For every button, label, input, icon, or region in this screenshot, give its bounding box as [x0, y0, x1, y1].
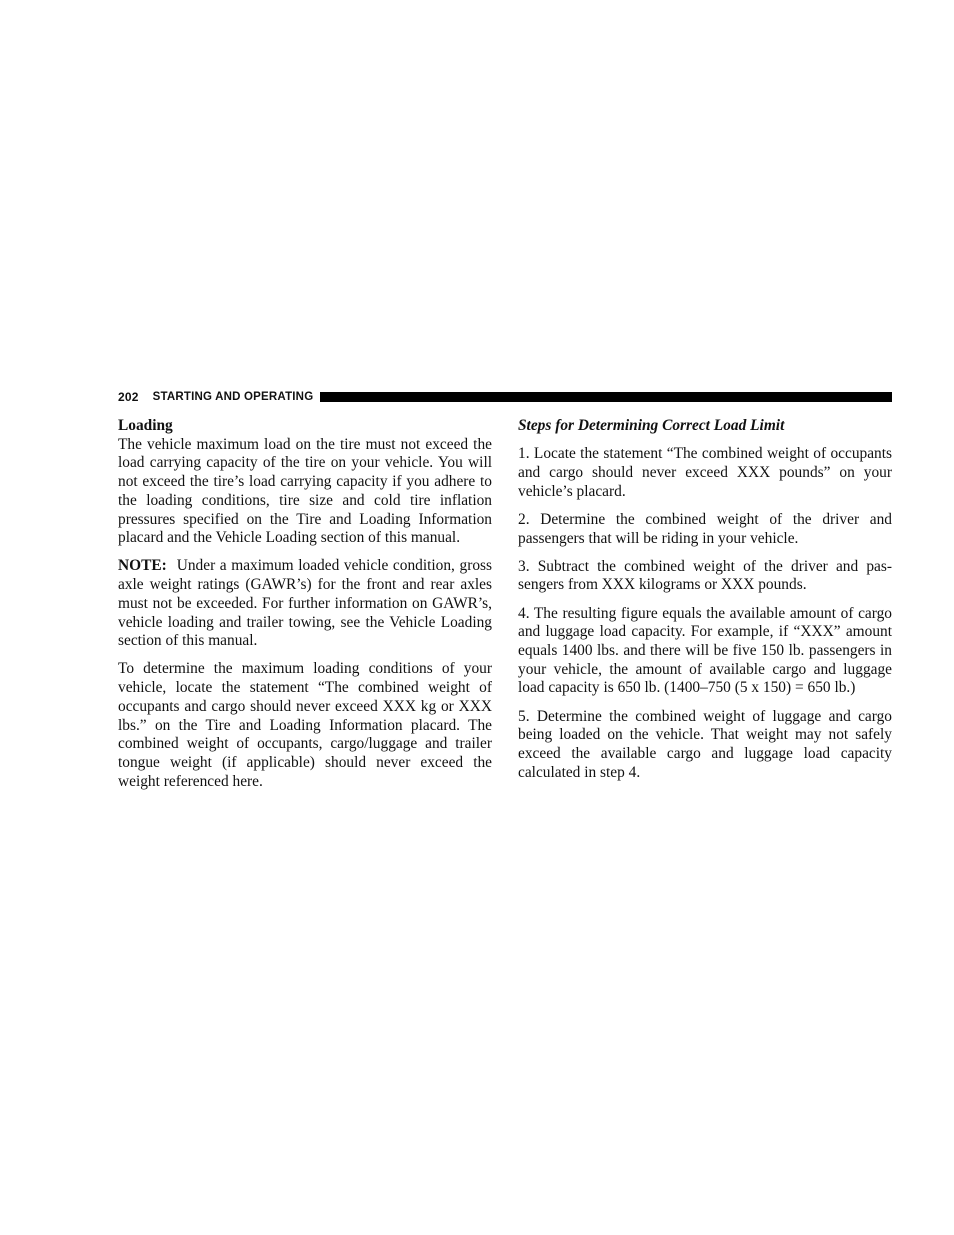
step-3: 3. Subtract the combined weight of the driver and passengers from XXX kilograms or XXX pounds.: [518, 557, 892, 594]
right-column: [518, 417, 892, 792]
section-title: STARTING AND OPERATING: [152, 391, 314, 403]
max-loading-paragraph: To determine the maximum loading conditions of your vehicle, locate the statement “The combined weight of occupants and cargo should never exceed XXX kg or XXX lbs.” on the Tire and Loading Information placard. The combined weight of occupants, cargo/luggage and trailer tongue weight (if applicable) should never exceed the weight referenced here.: [118, 660, 492, 790]
page-header: [118, 389, 892, 405]
note-label: NOTE:: [118, 557, 167, 575]
loading-heading: Loading: [118, 417, 173, 434]
step-2: 2. Determine the combined weight of the driver and passengers that will be riding in your vehicle.: [518, 510, 892, 547]
note-text: Under a maximum loaded vehicle condition, gross axle weight ratings (GAWR’s) for the front and rear axles must not be exceeded. For further information on GAWR’s, vehicle loading and trailer towing, see the Vehicle Loading section of this manual.: [118, 557, 492, 650]
note-paragraph: [118, 557, 492, 651]
page-number: 202: [118, 390, 139, 404]
step-5: 5. Determine the combined weight of luggage and cargo being loaded on the vehicle. That weight may not safely exceed the available cargo and luggage load capacity calculated in step 4.: [518, 707, 892, 781]
step-4: 4. The resulting figure equals the available amount of cargo and luggage load capacity. For example, if “XXX” amount equals 1400 lbs. and there will be five 150 lb. passengers in your vehicle, the amount of available cargo and luggage load capacity is 650 lb. (1400–750 (5 x 150) = 650 lb.): [518, 604, 892, 697]
step-1: 1. Locate the statement “The combined weight of occupants and cargo should never exceed XXX pounds” on your vehicle’s placard.: [518, 445, 892, 500]
left-column: [118, 417, 492, 801]
steps-heading: Steps for Determining Correct Load Limit: [518, 417, 785, 434]
loading-paragraph: The vehicle maximum load on the tire must not exceed the load carrying capacity of the tire on your vehicle. You will not exceed the tire’s load carrying capacity if you adhere to the loading conditions, tire size and cold tire inflation pressures specified on the Tire and Loading Information placard and the Vehicle Loading section of this manual.: [118, 435, 492, 547]
header-rule-bar: [320, 392, 892, 402]
